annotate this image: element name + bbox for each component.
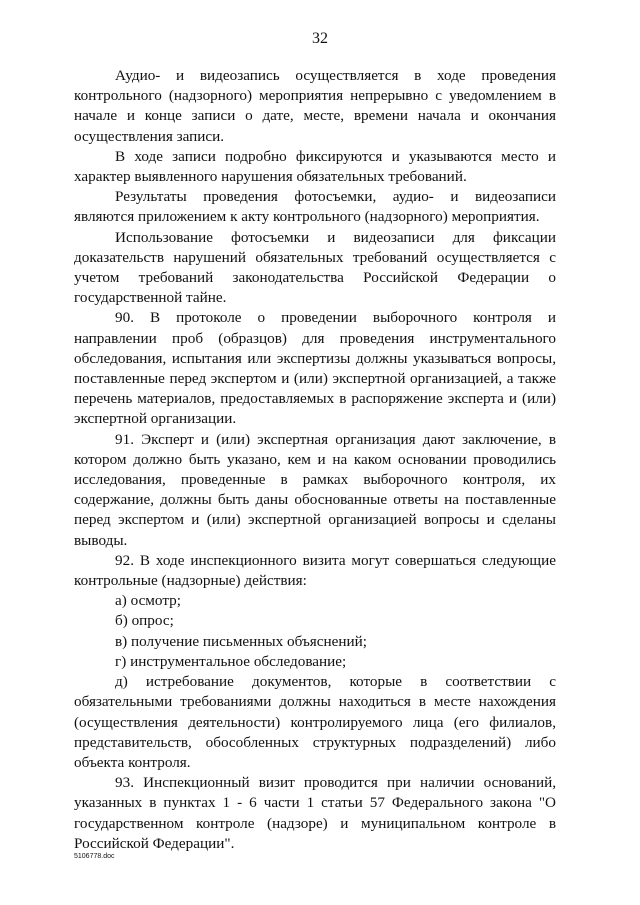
- paragraph-90: 90. В протоколе о проведении выборочного контроля и направлении проб (образцов) для проведения инструментального обследования, испытания или экспертизы должны указываться вопросы, поставленные перед экспертом и (или) экспертной организацией, а также перечень материалов, предоставляемых в распоряжение эксперта и (или) экспертной организации.: [74, 309, 556, 428]
- document-body: [74, 66, 556, 854]
- list-item-d: д) истребование документов, которые в соответствии с обязательными требованиями должны находиться в месте нахождения (осуществления деятельности) контролируемого лица (его филиалов, представительств, обособленных структурных подразделений) либо объекта контроля.: [74, 673, 556, 771]
- paragraph-results: Результаты проведения фотосъемки, аудио- и видеозаписи являются приложением к акту контрольного (надзорного) мероприятия.: [74, 188, 556, 226]
- paragraph-usage: Использование фотосъемки и видеозаписи для фиксации доказательств нарушений обязательных требований осуществляется с учетом требований законодательства Российской Федерации о государственной тайне.: [74, 228, 556, 307]
- list-item-a: а) осмотр;: [115, 592, 181, 610]
- paragraph-recording-details: В ходе записи подробно фиксируются и указываются место и характер выявленного нарушения обязательных требований.: [74, 147, 556, 186]
- paragraph-91: 91. Эксперт и (или) экспертная организация дают заключение, в котором должно быть указано, кем и на каком основании проводились исследования, проведенные в рамках выборочного контроля, их содержание, должны быть даны обоснованные ответы на поставленные перед экспертом и (или) экспертной организацией вопросы и сделаны выводы.: [74, 430, 556, 549]
- list-item-v: в) получение письменных объяснений;: [115, 632, 368, 650]
- list-item-g: г) инструментальное обследование;: [115, 652, 347, 670]
- paragraph-audio-video: Аудио- и видеозапись осуществляется в ходе проведения контрольного (надзорного) мероприятия непрерывно с уведомлением в начале и конце записи о дате, месте, времени начала и окончания осуществления записи.: [74, 67, 556, 145]
- paragraph-93: 93. Инспекционный визит проводится при наличии оснований, указанных в пунктах 1 - 6 части 1 статьи 57 Федерального закона "О государственном контроле (надзоре) и муниципальном контроле в Российской Федерации".: [74, 774, 556, 852]
- document-footer-code: 5106778.doc: [74, 853, 115, 860]
- paragraph-92: 92. В ходе инспекционного визита могут совершаться следующие контрольные (надзорные) действия:: [74, 551, 556, 590]
- list-item-b: б) опрос;: [115, 612, 174, 630]
- page-number: 32: [312, 30, 328, 47]
